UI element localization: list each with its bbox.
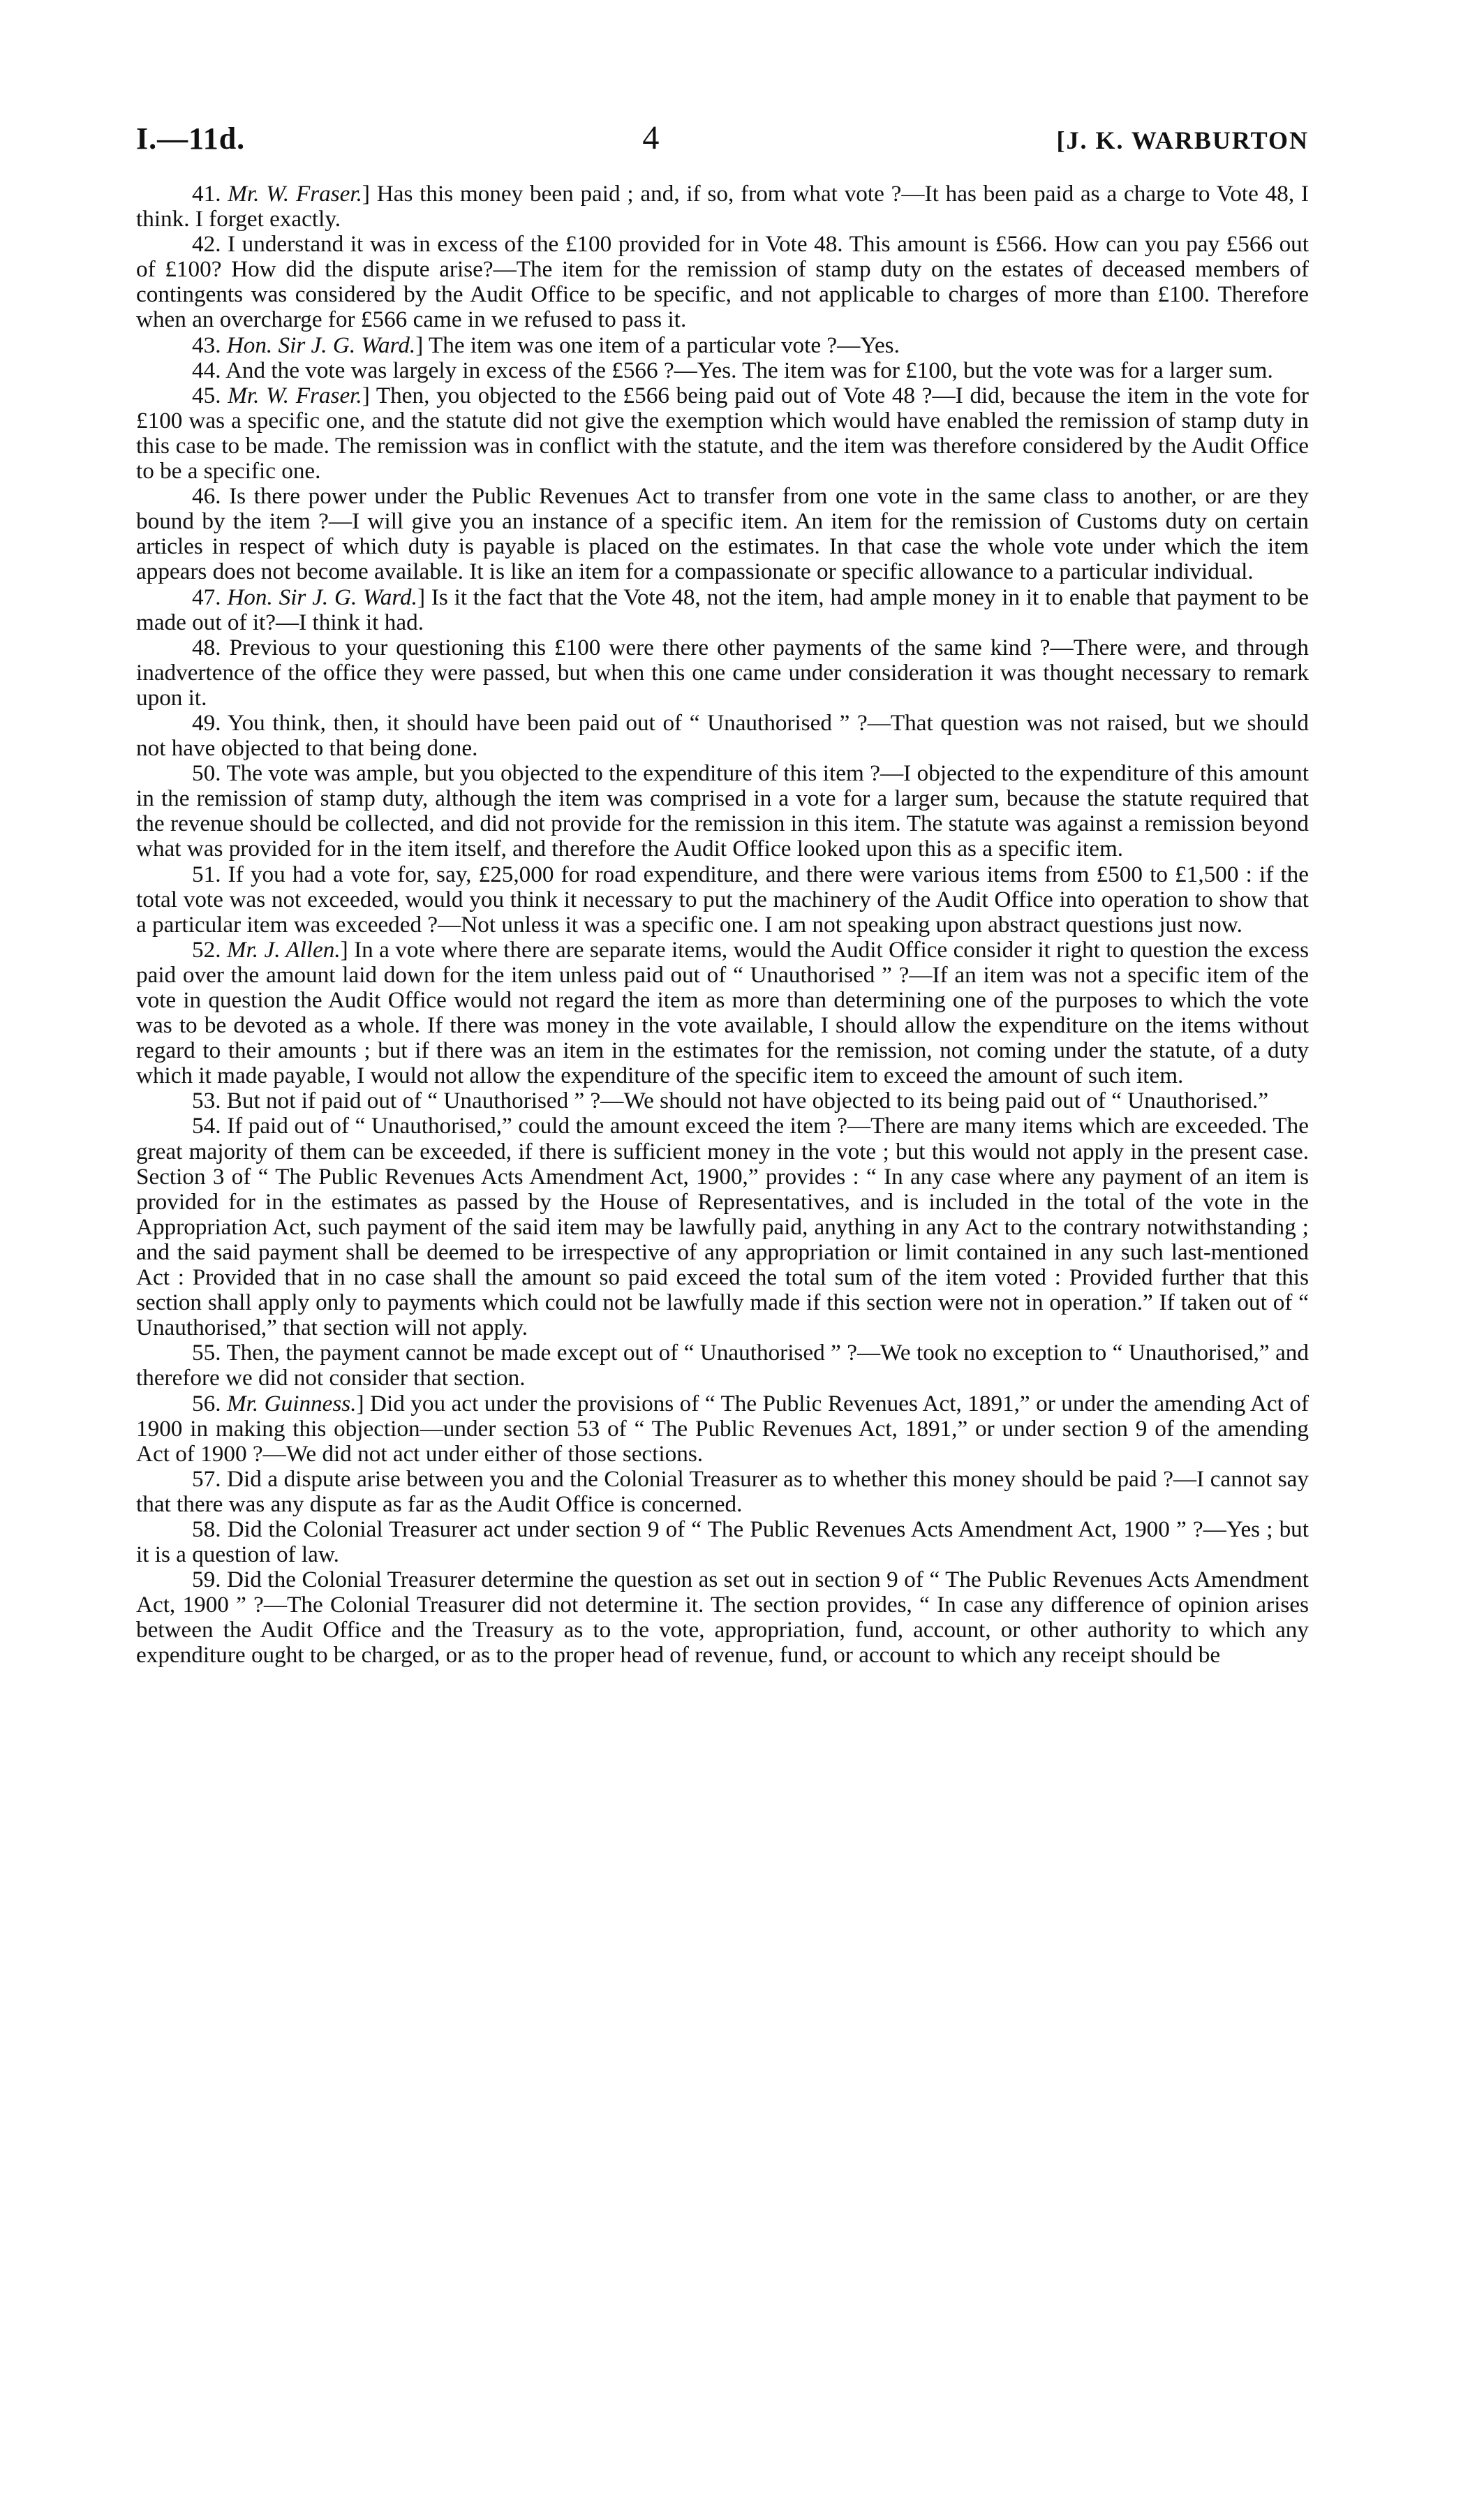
question-paragraph xyxy=(136,761,1309,861)
paragraph-text: ] Has this money been paid ; and, if so, from what vote ?—It has been paid as a charge to Vote 48, I think. I forget exactly. xyxy=(136,181,1309,232)
question-paragraph xyxy=(136,182,1309,232)
question-paragraph xyxy=(136,1088,1309,1114)
speaker-name: Hon. Sir J. G. Ward. xyxy=(227,584,417,610)
question-number: 59. xyxy=(192,1567,228,1593)
question-paragraph xyxy=(136,1467,1309,1517)
question-paragraph xyxy=(136,383,1309,484)
question-number: 41. xyxy=(192,181,228,207)
question-number: 43. xyxy=(192,332,227,358)
question-number: 52. xyxy=(192,936,227,963)
question-paragraph xyxy=(136,358,1309,383)
question-paragraph xyxy=(136,635,1309,711)
question-paragraph xyxy=(136,1114,1309,1340)
speaker-name: Hon. Sir J. G. Ward. xyxy=(226,332,416,358)
paragraph-text: Did the Colonial Treasurer determine the question as set out in section 9 of “ The Public Revenues Acts Amendment Act, 1900 ” ?—The Colonial Treasurer did not determine it. The section provides, “ In case any difference of opinion arises between the Audit Office and the Treasury as to the vote, appropriation, fund, account, or other authority to which any expenditure ought to be charged, or as to the proper head of revenue, fund, or account to which any receipt should be xyxy=(136,1567,1309,1669)
question-paragraph xyxy=(136,1567,1309,1668)
question-paragraph xyxy=(136,585,1309,635)
question-number: 46. xyxy=(192,483,230,510)
paragraph-text: Is there power under the Public Revenues Act to transfer from one vote in the same class to another, or are they bound by the item ?—I will give you an instance of a specific item. An item for the remission of Customs duty on certain articles in respect of which duty is payable is placed on the estimates. In that case the whole vote under which the item appears does not become available. It is like an item for a compassionate or specific allowance to a particular individual. xyxy=(136,483,1309,585)
question-number: 44. xyxy=(192,357,225,383)
speaker-name: Mr. W. Fraser. xyxy=(228,382,362,408)
paragraph-text: If you had a vote for, say, £25,000 for road expenditure, and there were various items from £500 to £1,500 : if the total vote was not exceeded, would you think it necessary to put the machinery of the Audit Office into operation to show that a particular item was exceeded ?—Not unless it was a specific one. I am not speaking upon abstract questions just now. xyxy=(136,861,1309,938)
paragraph-text: Then, the payment cannot be made except out of “ Unauthorised ” ?—We took no exception to “ Unauthorised,” and therefore we did not consider that section. xyxy=(136,1340,1309,1391)
page-number: 4 xyxy=(642,119,660,156)
document-body xyxy=(136,182,1309,1669)
document-page xyxy=(136,119,1309,1669)
paragraph-text: I understand it was in excess of the £100 provided for in Vote 48. This amount is £566. How can you pay £566 out of £100? How did the dispute arise?—The item for the remission of stamp duty on the estates of deceased members of contingents was considered by the Audit Office to be specific, and not applicable to charges of more than £100. Therefore when an overcharge for £566 came in we refused to pass it. xyxy=(136,231,1309,333)
question-number: 56. xyxy=(192,1390,227,1417)
question-paragraph xyxy=(136,484,1309,584)
question-number: 54. xyxy=(192,1113,228,1139)
question-paragraph xyxy=(136,232,1309,332)
paragraph-text: Did the Colonial Treasurer act under section 9 of “ The Public Revenues Acts Amendment Act, 1900 ” ?—Yes ; but it is a question of law. xyxy=(136,1516,1309,1568)
paragraph-text: ] In a vote where there are separate items, would the Audit Office consider it right to question the excess paid over the amount laid down for the item unless paid out of “ Unauthorised ” ?—If an item was not a specific item of the vote in question the Audit Office would not regard the item as more than determining one of the purposes to which the vote was to be devoted as a whole. If there was money in the vote available, I should allow the expenditure on the items without regard to their amounts ; but if there was an item in the estimates for the remission, not coming under the statute, of a duty which it made payable, I would not allow the expenditure of the specific item to exceed the amount of such item. xyxy=(136,936,1309,1089)
question-number: 55. xyxy=(192,1340,227,1366)
speaker-name: Mr. W. Fraser. xyxy=(228,181,362,207)
question-number: 53. xyxy=(192,1088,227,1114)
paragraph-text: The vote was ample, but you objected to the expenditure of this item ?—I objected to the expenditure of this amount in the remission of stamp duty, although the item was comprised in a vote for a larger sum, because the statute required that the revenue should be collected, and did not provide for the remission in this item. The statute was against a remission beyond what was provided for in the item itself, and therefore the Audit Office looked upon this as a specific item. xyxy=(136,760,1309,862)
question-number: 50. xyxy=(192,760,227,787)
question-paragraph xyxy=(136,711,1309,761)
question-number: 58. xyxy=(192,1516,228,1542)
paragraph-text: ] The item was one item of a particular vote ?—Yes. xyxy=(415,332,900,358)
paragraph-text: Previous to your questioning this £100 were there other payments of the same kind ?—There were, and through inadvertence of the office they were passed, but when this one came under consideration it was thought necessary to remark upon it. xyxy=(136,634,1309,711)
paragraph-text: Did a dispute arise between you and the Colonial Treasurer as to whether this money should be paid ?—I cannot say that there was any dispute as far as the Audit Office is concerned. xyxy=(136,1465,1309,1517)
question-number: 45. xyxy=(192,382,228,408)
question-paragraph xyxy=(136,938,1309,1089)
witness-name: [J. K. WARBURTON xyxy=(1056,126,1309,154)
page-header xyxy=(136,119,1309,182)
question-paragraph xyxy=(136,333,1309,358)
question-paragraph xyxy=(136,1517,1309,1567)
question-number: 47. xyxy=(192,584,228,610)
paragraph-text: ] Did you act under the provisions of “ The Public Revenues Act, 1891,” or under the amending Act of 1900 in making this objection—under section 53 of “ The Public Revenues Act, 1891,” or under section 9 of the amending Act of 1900 ?—We did not act under either of those sections. xyxy=(136,1390,1309,1467)
paper-reference: I.—11d. xyxy=(136,121,246,156)
paragraph-text: You think, then, it should have been paid out of “ Unauthorised ” ?—That question was not raised, but we should not have objected to that being done. xyxy=(136,709,1309,762)
question-number: 42. xyxy=(192,231,228,258)
question-number: 49. xyxy=(192,709,228,736)
paragraph-text: ] Then, you objected to the £566 being paid out of Vote 48 ?—I did, because the item in the vote for £100 was a specific one, and the statute did not give the exemption which would have enabled the remission of stamp duty in this case to be made. The remission was in conflict with the statute, and the item was therefore considered by the Audit Office to be a specific one. xyxy=(136,382,1309,485)
paragraph-text: But not if paid out of “ Unauthorised ” ?—We should not have objected to its being paid out of “ Unauthorised.” xyxy=(226,1088,1269,1114)
question-number: 57. xyxy=(192,1465,228,1492)
question-paragraph xyxy=(136,1340,1309,1391)
question-paragraph xyxy=(136,862,1309,938)
question-number: 48. xyxy=(192,634,230,660)
paragraph-text: And the vote was largely in excess of the £566 ?—Yes. The item was for £100, but the vote was for a larger sum. xyxy=(225,357,1273,383)
paragraph-text: If paid out of “ Unauthorised,” could the amount exceed the item ?—There are many items which are exceeded. The great majority of them can be exceeded, if there is sufficient money in the vote ; but this would not apply in the present case. Section 3 of “ The Public Revenues Acts Amendment Act, 1900,” provides : “ In any case where any payment of an item is provided for in the estimates as passed by the House of Representatives, and is included in the total of the vote in the Appropriation Act, such payment of the said item may be lawfully paid, anything in any Act to the contrary notwithstanding ; and the said payment shall be deemed to be irrespective of any appropriation or limit contained in any such last-mentioned Act : Provided that in no case shall the amount so paid exceed the total sum of the item voted : Provided further that this section shall apply only to payments which could not be lawfully made if this section were not in operation.” If taken out of “ Unauthorised,” that section will not apply. xyxy=(136,1113,1309,1341)
paragraph-text: ] Is it the fact that the Vote 48, not the item, had ample money in it to enable that payment to be made out of it?—I think it had. xyxy=(136,584,1309,635)
question-paragraph xyxy=(136,1391,1309,1467)
speaker-name: Mr. Guinness. xyxy=(226,1390,357,1417)
question-number: 51. xyxy=(192,861,228,887)
speaker-name: Mr. J. Allen. xyxy=(226,936,341,963)
